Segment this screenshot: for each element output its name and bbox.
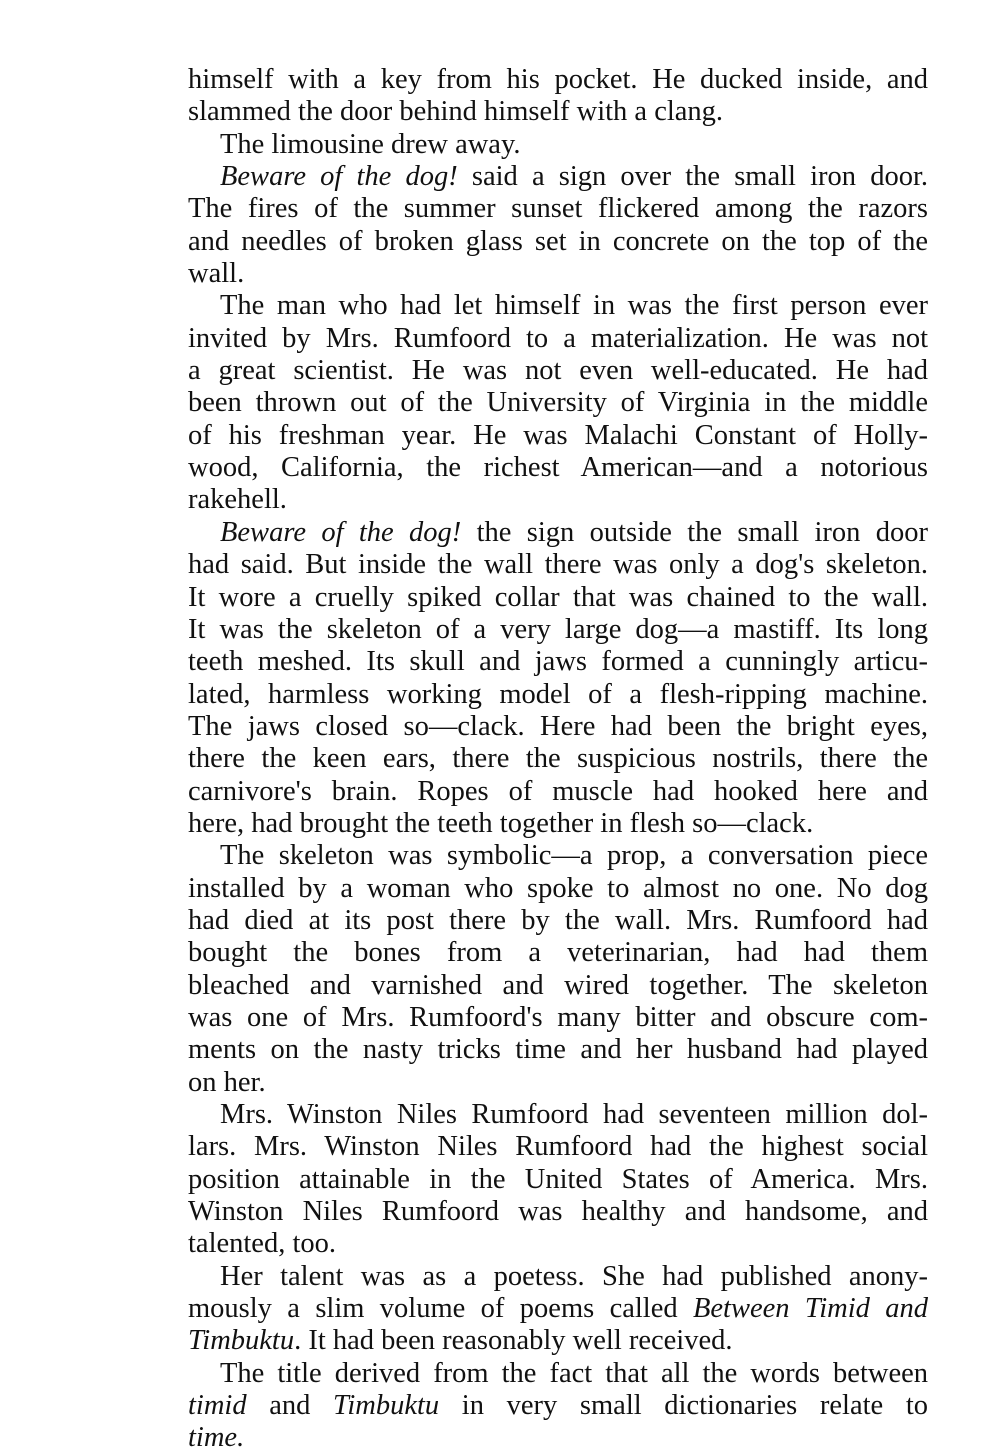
text-line: ments on the nasty tricks time and her husband had played — [188, 1034, 928, 1066]
book-page — [188, 64, 928, 1455]
text-line: was one of Mrs. Rumfoord's many bitter and obscure com- — [188, 1001, 928, 1033]
text-line: here, had brought the teeth together in flesh so—clack. — [188, 807, 814, 839]
text-line: bought the bones from a veterinarian, had had them — [188, 937, 928, 969]
text-fragment: said a sign over the small iron door. — [457, 161, 928, 193]
italic-word: timid — [188, 1390, 247, 1422]
text-line: rakehell. — [188, 484, 287, 516]
italic-sign-text: Beware of the dog! — [220, 516, 462, 548]
text-line: installed by a woman who spoke to almost no one. No dog — [188, 872, 928, 904]
text-line: been thrown out of the University of Virginia in the middle — [188, 387, 928, 419]
text-fragment: in very small dictionaries relate to — [439, 1390, 928, 1422]
italic-sign-text: Beware of the dog! — [220, 161, 458, 193]
paragraph-7 — [188, 1099, 928, 1261]
italic-book-title: Timbuktu — [188, 1325, 295, 1357]
text-fragment: . It had been reasonably well received. — [294, 1325, 733, 1357]
text-line: carnivore's brain. Ropes of muscle had hooked here and — [188, 775, 928, 807]
text-line: there the keen ears, there the suspicious nostrils, there the — [188, 743, 928, 775]
paragraph-1 — [188, 64, 928, 129]
text-line — [188, 1325, 928, 1357]
text-line: It wore a cruelly spiked collar that was chained to the wall. — [188, 581, 928, 613]
text-line — [188, 1390, 928, 1422]
text-line: had said. But inside the wall there was only a dog's skeleton. — [188, 549, 928, 581]
italic-word: Timbuktu — [333, 1390, 440, 1422]
text-fragment: the sign outside the small iron door — [461, 516, 928, 548]
text-line: himself with a key from his pocket. He ducked inside, and — [188, 64, 928, 95]
text-fragment: mously a slim volume of poems called — [188, 1293, 693, 1325]
text-line: The jaws closed so—clack. Here had been the bright eyes, — [188, 710, 928, 742]
paragraph-2 — [188, 129, 928, 161]
text-line — [188, 517, 928, 549]
text-line: of his freshman year. He was Malachi Constant of Holly- — [188, 419, 928, 451]
text-line: teeth meshed. Its skull and jaws formed a cunningly articu- — [188, 646, 928, 678]
text-line — [188, 161, 928, 193]
paragraph-3 — [188, 161, 928, 290]
paragraph-9 — [188, 1358, 928, 1455]
text-line: slammed the door behind himself with a clang. — [188, 96, 724, 128]
text-line: had died at its post there by the wall. Mrs. Rumfoord had — [188, 904, 928, 936]
text-line: invited by Mrs. Rumfoord to a materialization. He was not — [188, 322, 928, 354]
paragraph-5 — [188, 517, 928, 840]
text-line: wall. — [188, 258, 245, 290]
text-line: a great scientist. He was not even well-educated. He had — [188, 355, 928, 387]
text-line: wood, California, the richest American—and a notorious — [188, 452, 928, 484]
paragraph-4 — [188, 290, 928, 516]
italic-book-title: Between Timid and — [693, 1293, 928, 1325]
text-line — [188, 1293, 928, 1325]
text-line: and needles of broken glass set in concrete on the top of the — [188, 225, 928, 257]
text-fragment: and — [246, 1390, 334, 1422]
text-line: bleached and varnished and wired together. The skeleton — [188, 969, 928, 1001]
text-line: Mrs. Winston Niles Rumfoord had seventeen million dol- — [220, 1099, 928, 1130]
text-line: Her talent was as a poetess. She had published anony- — [220, 1260, 928, 1292]
text-line: The title derived from the fact that all the words between — [220, 1357, 928, 1389]
text-line: talented, too. — [188, 1228, 336, 1260]
text-line: The skeleton was symbolic—a prop, a conversation piece — [220, 840, 928, 872]
text-line: The limousine drew away. — [220, 128, 521, 160]
text-line: It was the skeleton of a very large dog—a mastiff. Its long — [188, 613, 928, 645]
text-line: position attainable in the United States of America. Mrs. — [188, 1163, 928, 1195]
paragraph-6 — [188, 840, 928, 1099]
text-line: Winston Niles Rumfoord was healthy and handsome, and — [188, 1196, 928, 1228]
italic-word: time. — [188, 1422, 245, 1454]
text-line: lars. Mrs. Winston Niles Rumfoord had the highest social — [188, 1131, 928, 1163]
text-line: lated, harmless working model of a flesh-ripping machine. — [188, 678, 928, 710]
paragraph-8 — [188, 1261, 928, 1358]
text-line: The man who had let himself in was the first person ever — [220, 290, 928, 322]
text-line — [188, 1422, 928, 1454]
text-line: on her. — [188, 1066, 266, 1098]
text-line: The fires of the summer sunset flickered among the razors — [188, 193, 928, 225]
